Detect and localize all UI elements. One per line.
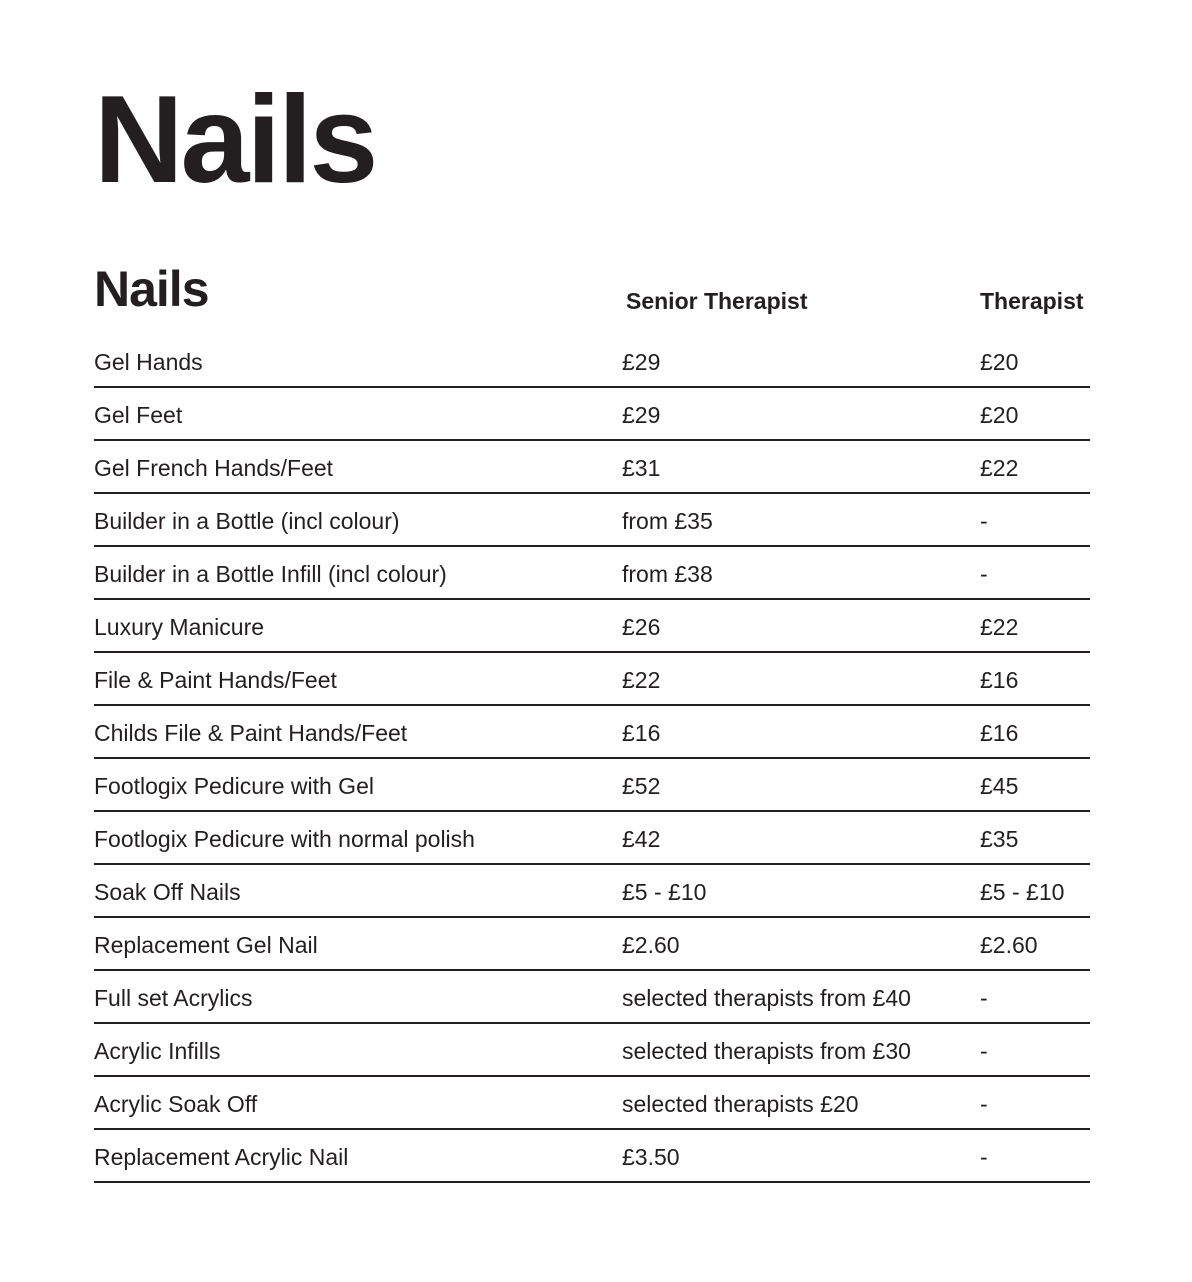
therapist-price: £16 [980, 667, 1019, 693]
treatment-name: Gel French Hands/Feet [94, 455, 334, 481]
table-row [94, 918, 1090, 971]
senior-therapist-price: £42 [622, 826, 661, 852]
treatment-name: Childs File & Paint Hands/Feet [94, 720, 408, 746]
treatment-name: Footlogix Pedicure with normal polish [94, 826, 475, 852]
table-row [94, 1130, 1090, 1183]
page-title: Nails [94, 71, 376, 209]
price-table-header [94, 262, 1090, 322]
table-row [94, 812, 1090, 865]
therapist-price: £22 [980, 614, 1019, 640]
senior-therapist-price: from £35 [622, 508, 713, 534]
treatment-name: Acrylic Infills [94, 1038, 221, 1064]
treatment-name: Gel Feet [94, 402, 183, 428]
senior-therapist-price: £16 [622, 720, 661, 746]
table-row [94, 547, 1090, 600]
table-row [94, 335, 1090, 388]
table-row [94, 865, 1090, 918]
senior-therapist-price: from £38 [622, 561, 713, 587]
therapist-price: - [980, 561, 988, 587]
senior-therapist-price: £29 [622, 349, 661, 375]
table-row [94, 388, 1090, 441]
table-row [94, 653, 1090, 706]
senior-therapist-price: £2.60 [622, 932, 680, 958]
therapist-price: £22 [980, 455, 1019, 481]
column-header-senior-therapist: Senior Therapist [626, 288, 808, 314]
treatment-name: File & Paint Hands/Feet [94, 667, 337, 693]
senior-therapist-price: selected therapists from £40 [622, 985, 911, 1011]
therapist-price: £35 [980, 826, 1019, 852]
table-row [94, 706, 1090, 759]
treatment-name: Replacement Acrylic Nail [94, 1144, 349, 1170]
therapist-price: £16 [980, 720, 1019, 746]
senior-therapist-price: £5 - £10 [622, 879, 707, 905]
therapist-price: £45 [980, 773, 1019, 799]
treatment-name: Replacement Gel Nail [94, 932, 318, 958]
treatment-name: Footlogix Pedicure with Gel [94, 773, 374, 799]
therapist-price: - [980, 508, 988, 534]
table-row [94, 1024, 1090, 1077]
section-title: Nails [94, 261, 209, 317]
therapist-price: £5 - £10 [980, 879, 1065, 905]
column-header-therapist: Therapist [980, 288, 1084, 314]
table-row [94, 494, 1090, 547]
treatment-name: Builder in a Bottle Infill (incl colour) [94, 561, 447, 587]
therapist-price: £20 [980, 402, 1019, 428]
treatment-name: Full set Acrylics [94, 985, 253, 1011]
treatment-name: Luxury Manicure [94, 614, 265, 640]
senior-therapist-price: £22 [622, 667, 661, 693]
table-row [94, 600, 1090, 653]
treatment-name: Soak Off Nails [94, 879, 241, 905]
therapist-price: £2.60 [980, 932, 1038, 958]
table-row [94, 971, 1090, 1024]
treatment-name: Acrylic Soak Off [94, 1091, 258, 1117]
therapist-price: - [980, 1144, 988, 1170]
senior-therapist-price: £3.50 [622, 1144, 680, 1170]
therapist-price: £20 [980, 349, 1019, 375]
table-row [94, 759, 1090, 812]
treatment-name: Gel Hands [94, 349, 203, 375]
senior-therapist-price: selected therapists £20 [622, 1091, 859, 1117]
price-table [94, 335, 1090, 1183]
therapist-price: - [980, 1091, 988, 1117]
table-row [94, 1077, 1090, 1130]
therapist-price: - [980, 985, 988, 1011]
treatment-name: Builder in a Bottle (incl colour) [94, 508, 400, 534]
senior-therapist-price: £29 [622, 402, 661, 428]
therapist-price: - [980, 1038, 988, 1064]
senior-therapist-price: selected therapists from £30 [622, 1038, 911, 1064]
table-row [94, 441, 1090, 494]
senior-therapist-price: £31 [622, 455, 661, 481]
senior-therapist-price: £52 [622, 773, 661, 799]
senior-therapist-price: £26 [622, 614, 661, 640]
